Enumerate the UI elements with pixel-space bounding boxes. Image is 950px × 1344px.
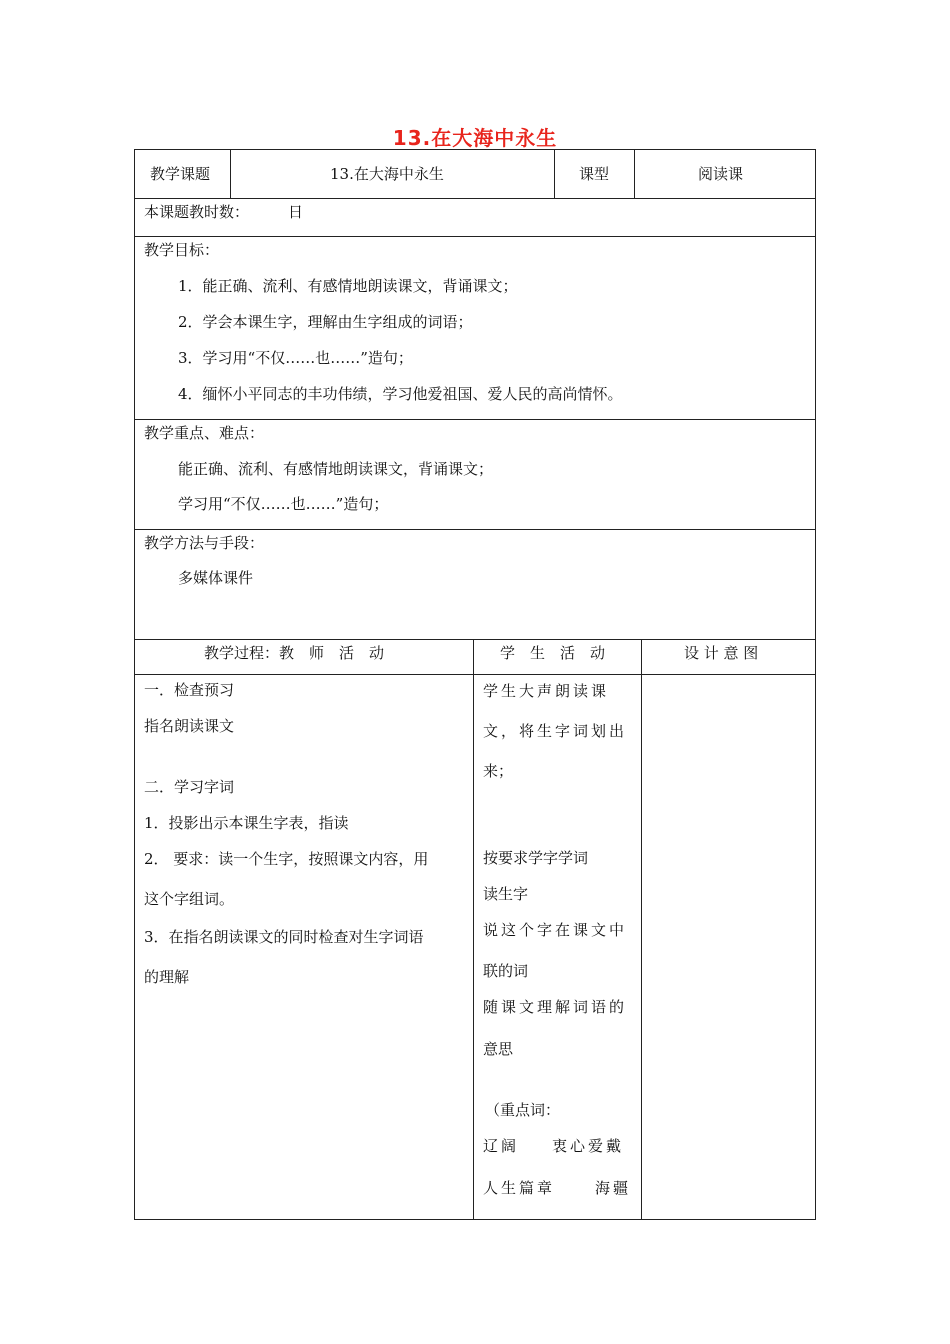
row-divider: [134, 419, 816, 420]
student-line: 按要求学字学词: [483, 849, 589, 867]
teacher-line: 指名朗读课文: [144, 717, 235, 735]
key-word: 海疆: [595, 1179, 632, 1197]
objective-item: 1．能正确、流利、有感情地朗读课文，背诵课文；: [178, 277, 518, 295]
objective-item: 4．缅怀小平同志的丰功伟绩，学习他爱祖国、爱人民的高尚情怀。: [178, 385, 623, 403]
column-divider: [473, 639, 474, 1220]
student-line: 随课文理解词语的: [483, 998, 628, 1016]
type-label: 课型: [579, 165, 610, 183]
teacher-line: 的理解: [144, 968, 190, 986]
row-divider: [134, 639, 816, 640]
student-line: 联的词: [483, 962, 529, 980]
column-divider: [230, 149, 231, 198]
key-word: 人生篇章: [483, 1179, 556, 1197]
topic-value: 13.在大海中永生: [330, 165, 444, 183]
student-line: 学生大声朗读课: [483, 682, 610, 700]
student-activity-header: 学 生 活 动: [500, 644, 606, 662]
key-point-item: 学习用“不仅……也……”造句；: [178, 495, 389, 513]
methods-value: 多媒体课件: [178, 569, 254, 587]
student-line: 读生字: [483, 885, 529, 903]
type-value: 阅读课: [698, 165, 744, 183]
column-divider: [554, 149, 555, 198]
row-divider: [134, 674, 816, 675]
student-line: 意思: [483, 1040, 514, 1058]
key-word: 辽阔: [483, 1137, 520, 1155]
student-line: 文，将生字词划出: [483, 722, 628, 740]
student-line: 说这个字在课文中: [483, 921, 628, 939]
row-divider: [134, 529, 816, 530]
teacher-line: 3．在指名朗读课文的同时检查对生字词语: [144, 928, 424, 946]
key-word: 衷心爱戴: [552, 1137, 625, 1155]
column-divider: [634, 149, 635, 198]
student-line: （重点词：: [485, 1101, 561, 1119]
objectives-heading: 教学目标：: [144, 241, 220, 259]
column-divider: [641, 639, 642, 1220]
key-points-heading: 教学重点、难点：: [144, 424, 265, 442]
hours-label: 本课题教时数：: [144, 203, 250, 221]
teacher-line: 2． 要求：读一个生字，按照课文内容，用: [144, 850, 429, 868]
objective-item: 2．学会本课生字，理解由生字组成的词语；: [178, 313, 473, 331]
document-title: 13.在大海中永生: [392, 126, 558, 150]
teacher-section-title: 二．学习字词: [144, 778, 235, 796]
key-point-item: 能正确、流利、有感情地朗读课文，背诵课文；: [178, 460, 494, 478]
teacher-line: 1．投影出示本课生字表，指读: [144, 814, 349, 832]
lesson-plan-table: [134, 149, 816, 1220]
row-divider: [134, 236, 816, 237]
hours-value: 日: [288, 203, 304, 221]
topic-label: 教学课题: [150, 165, 211, 183]
objective-item: 3．学习用“不仅……也……”造句；: [178, 349, 413, 367]
methods-heading: 教学方法与手段：: [144, 534, 265, 552]
design-intent-header: 设 计 意 图: [684, 644, 759, 662]
teacher-line: 这个字组词。: [144, 890, 235, 908]
teacher-activity-header: 教学过程：教 师 活 动: [204, 644, 385, 662]
student-line: 来；: [483, 762, 514, 780]
teacher-section-title: 一．检查预习: [144, 681, 235, 699]
row-divider: [134, 198, 816, 199]
